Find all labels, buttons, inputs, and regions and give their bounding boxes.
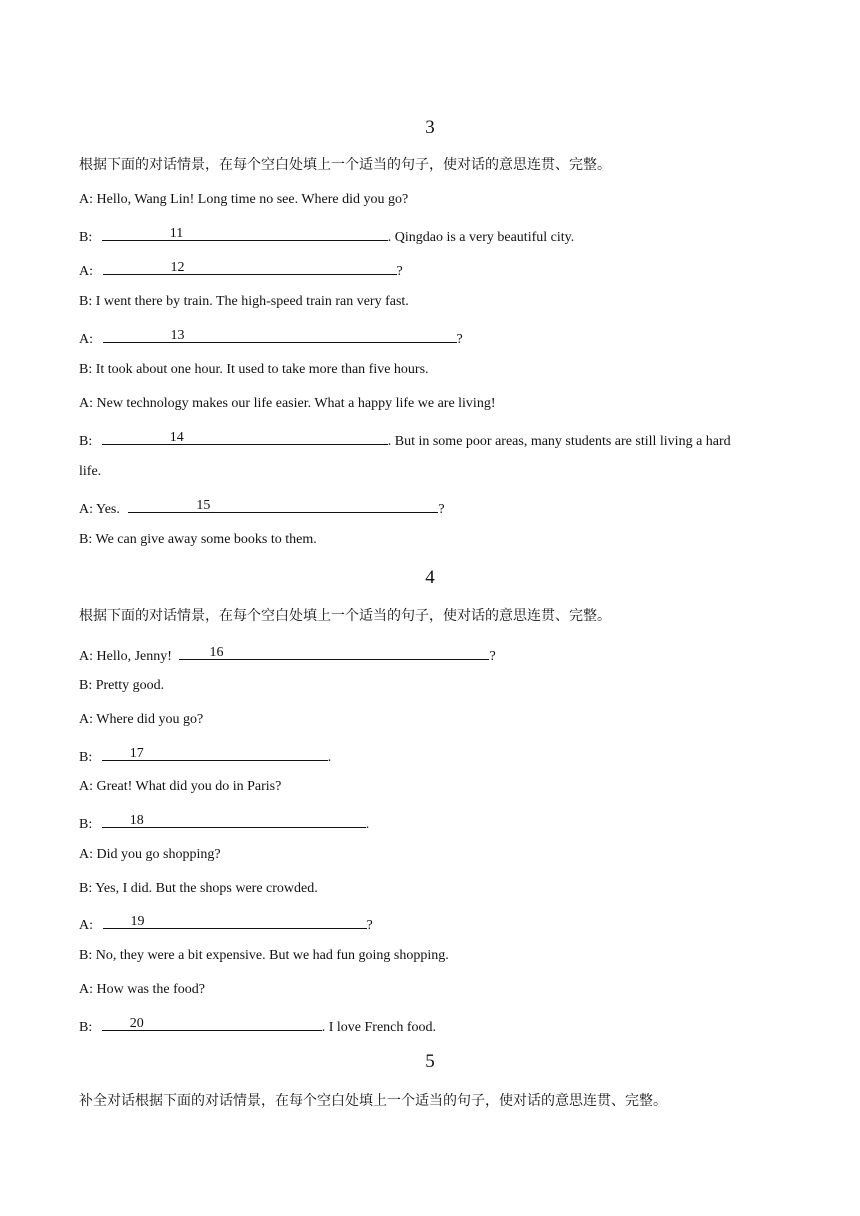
dialogue-line <box>79 429 731 451</box>
dialogue-line: A: How was the food? <box>79 982 205 997</box>
speaker: A: <box>79 264 93 279</box>
dialogue-line <box>79 327 463 349</box>
dialogue-line: B: We can give away some books to them. <box>79 532 317 547</box>
section-instruction: 补全对话根据下面的对话情景，在每个空白处填上一个适当的句子，使对话的意思连贯、完整。 <box>79 1094 667 1109</box>
line-text: . <box>327 750 332 765</box>
answer-blank[interactable] <box>102 429 388 445</box>
line-text: ? <box>396 264 403 279</box>
dialogue-line: B: It took about one hour. It used to take more than five hours. <box>79 362 429 377</box>
answer-blank[interactable] <box>102 225 388 241</box>
section-number: 5 <box>425 1051 435 1072</box>
answer-blank[interactable] <box>179 644 489 660</box>
dialogue-line: A: Did you go shopping? <box>79 847 221 862</box>
answer-blank[interactable] <box>102 812 366 828</box>
dialogue-line <box>79 259 403 281</box>
dialogue-line <box>79 1015 436 1037</box>
speaker: B: <box>79 750 93 765</box>
dialogue-line: B: Yes, I did. But the shops were crowded. <box>79 881 318 896</box>
line-text: . <box>365 817 370 832</box>
section-instruction: 根据下面的对话情景，在每个空白处填上一个适当的句子，使对话的意思连贯、完整。 <box>79 158 611 173</box>
section-instruction: 根据下面的对话情景，在每个空白处填上一个适当的句子，使对话的意思连贯、完整。 <box>79 609 611 624</box>
dialogue-line <box>79 913 373 935</box>
dialogue-line <box>79 225 574 247</box>
dialogue-line <box>79 644 496 666</box>
line-text: ? <box>366 918 373 933</box>
speaker: B: <box>79 230 93 245</box>
dialogue-line: A: Great! What did you do in Paris? <box>79 779 282 794</box>
dialogue-line: B: I went there by train. The high-speed train ran very fast. <box>79 294 409 309</box>
speaker: A: Yes. <box>79 502 120 517</box>
answer-blank[interactable] <box>128 497 438 513</box>
speaker: B: <box>79 1020 93 1035</box>
blank-number: 14 <box>169 430 184 445</box>
dialogue-line: life. <box>79 464 102 479</box>
line-text: ? <box>489 649 496 664</box>
speaker: A: <box>79 332 93 347</box>
line-text: ? <box>456 332 463 347</box>
blank-number: 17 <box>129 746 144 761</box>
answer-blank[interactable] <box>103 913 367 929</box>
speaker: A: <box>79 918 93 933</box>
dialogue-line <box>79 497 445 519</box>
line-text: . Qingdao is a very beautiful city. <box>387 230 575 245</box>
dialogue-line <box>79 812 369 834</box>
answer-blank[interactable] <box>103 259 397 275</box>
dialogue-line: B: Pretty good. <box>79 678 165 693</box>
blank-number: 16 <box>209 645 224 660</box>
dialogue-line: A: Hello, Wang Lin! Long time no see. Where did you go? <box>79 192 409 207</box>
line-text: . I love French food. <box>321 1020 437 1035</box>
dialogue-line <box>79 745 331 767</box>
blank-number: 18 <box>129 813 144 828</box>
dialogue-line: A: Where did you go? <box>79 712 204 727</box>
blank-number: 19 <box>130 914 145 929</box>
speaker: B: <box>79 434 93 449</box>
answer-blank[interactable] <box>103 327 457 343</box>
blank-number: 11 <box>169 226 184 241</box>
blank-number: 15 <box>196 498 211 513</box>
blank-number: 12 <box>170 260 185 275</box>
dialogue-line: A: New technology makes our life easier. What a happy life we are living! <box>79 396 496 411</box>
dialogue-line: B: No, they were a bit expensive. But we had fun going shopping. <box>79 948 449 963</box>
line-text: . But in some poor areas, many students are still living a hard <box>387 434 731 449</box>
answer-blank[interactable] <box>102 1015 322 1031</box>
section-number: 4 <box>425 567 435 588</box>
speaker: A: Hello, Jenny! <box>79 649 172 664</box>
speaker: B: <box>79 817 93 832</box>
blank-number: 20 <box>129 1016 144 1031</box>
line-text: ? <box>438 502 445 517</box>
answer-blank[interactable] <box>102 745 328 761</box>
blank-number: 13 <box>170 328 185 343</box>
section-number: 3 <box>425 117 435 138</box>
